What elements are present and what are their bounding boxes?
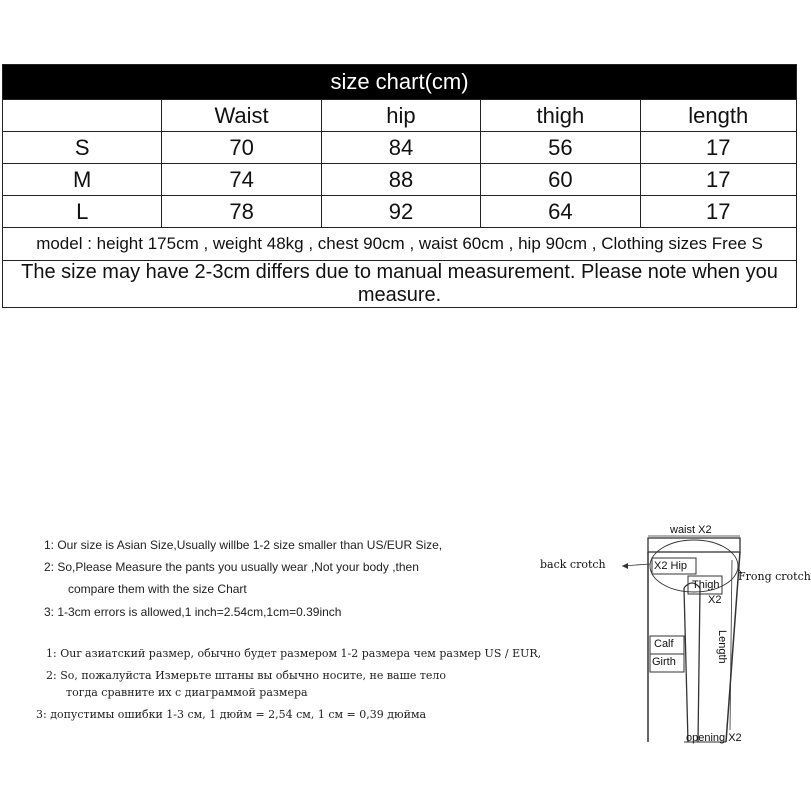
instruction-en-2-cont: compare them with the size Chart <box>68 582 247 596</box>
thigh-cell: 60 <box>481 164 640 196</box>
instruction-ru-2-cont: тогда сравните их с диаграммой размера <box>66 686 308 699</box>
opening-label: opening X2 <box>686 732 742 744</box>
length-cell: 17 <box>640 196 796 228</box>
instruction-ru-3: 3: допустимы ошибки 1-3 см, 1 дюйм = 2,54 см, 1 см = 0,39 дюйма <box>36 708 427 721</box>
table-header-row <box>3 100 797 132</box>
thigh-label: Thigh <box>692 579 720 591</box>
length-cell: 17 <box>640 164 796 196</box>
pants-outline-icon <box>536 520 800 745</box>
girth-label: Girth <box>652 656 676 668</box>
table-row <box>3 132 797 164</box>
waist-cell: 70 <box>162 132 321 164</box>
model-info: model : height 175cm , weight 48kg , chest 90cm , waist 60cm , hip 90cm , Clothing sizes Free S <box>3 228 797 261</box>
size-cell: L <box>3 196 162 228</box>
instruction-ru-1: 1: Our азиатский размер, обычно будет размером 1-2 размера чем размер US / EUR, <box>46 647 542 660</box>
waist-label: waist X2 <box>670 524 712 536</box>
measurement-note: The size may have 2-3cm differs due to manual measurement. Please note when you measure. <box>3 261 797 308</box>
waist-cell: 78 <box>162 196 321 228</box>
table-row <box>3 164 797 196</box>
thigh-cell: 64 <box>481 196 640 228</box>
size-cell: S <box>3 132 162 164</box>
back-crotch-label: back crotch <box>540 558 606 571</box>
header-cell-length: length <box>640 100 796 132</box>
instruction-en-3: 3: 1-3cm errors is allowed,1 inch=2.54cm,1cm=0.39inch <box>44 605 342 619</box>
hip-cell: 88 <box>321 164 480 196</box>
instruction-ru-2: 2: So, пожалуйста Измерьте штаны вы обычно носите, не ваше тело <box>46 669 447 682</box>
header-cell-waist: Waist <box>162 100 321 132</box>
size-chart-table <box>2 64 797 308</box>
header-cell-hip: hip <box>321 100 480 132</box>
waist-cell: 74 <box>162 164 321 196</box>
table-row <box>3 196 797 228</box>
pants-measurement-diagram <box>536 520 811 745</box>
header-cell <box>3 100 162 132</box>
length-cell: 17 <box>640 132 796 164</box>
thigh-cell: 56 <box>481 132 640 164</box>
thigh-x2-label: X2 <box>708 594 722 606</box>
hip-cell: 92 <box>321 196 480 228</box>
length-label: Length <box>716 630 728 664</box>
calf-label: Calf <box>654 638 674 650</box>
instruction-en-1: 1: Our size is Asian Size,Usually willbe 1-2 size smaller than US/EUR Size, <box>44 538 443 552</box>
size-chart-title: size chart(cm) <box>3 65 797 100</box>
instruction-en-2: 2: So,Please Measure the pants you usually wear ,Not your body ,then <box>44 560 419 574</box>
hip-cell: 84 <box>321 132 480 164</box>
size-cell: M <box>3 164 162 196</box>
header-cell-thigh: thigh <box>481 100 640 132</box>
front-crotch-label: Frong crotch <box>738 570 811 583</box>
hip-label: X2 Hip <box>654 560 688 572</box>
